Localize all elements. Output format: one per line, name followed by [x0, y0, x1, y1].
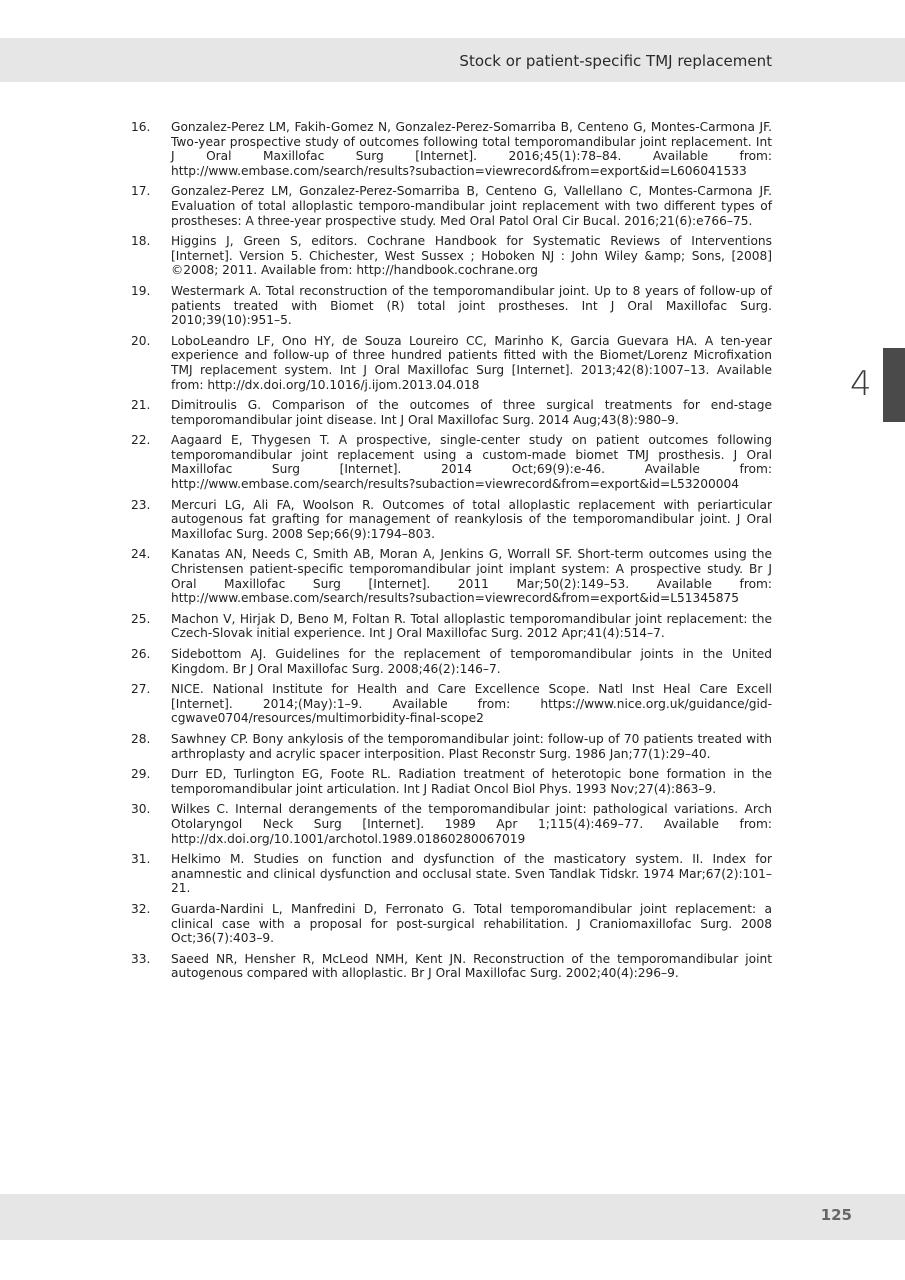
chapter-tab-marker — [883, 348, 905, 422]
reference-number: 17. — [131, 184, 151, 199]
reference-text: Sawhney CP. Bony ankylosis of the temporomandibular joint: follow-up of 70 patients treated with arthroplasty and acrylic spacer interposition. Plast Reconstr Surg. 1986 Jan;77(1):29–40. — [171, 731, 772, 761]
reference-item — [131, 547, 772, 605]
reference-text: Machon V, Hirjak D, Beno M, Foltan R. Total alloplastic temporomandibular joint replacement: the Czech-Slovak initial experience. Int J Oral Maxillofac Surg. 2012 Apr;41(4):514–7. — [171, 611, 772, 641]
reference-text: Westermark A. Total reconstruction of the temporomandibular joint. Up to 8 years of follow-up of patients treated with Biomet (R) total joint prostheses. Int J Oral Maxillofac Surg. 2010;39(10):951–5. — [171, 283, 772, 328]
reference-item — [131, 802, 772, 846]
running-header — [0, 38, 905, 82]
reference-text: Gonzalez-Perez LM, Gonzalez-Perez-Somarriba B, Centeno G, Vallellano C, Montes-Carmona JF. Evaluation of total alloplastic temporo-mandibular joint replacement with two different types of prostheses: A three-year prospective study. Med Oral Patol Oral Cir Bucal. 2016;21(6):e766–75. — [171, 184, 772, 228]
reference-number: 24. — [131, 547, 151, 562]
reference-item — [131, 334, 772, 392]
reference-number: 28. — [131, 731, 151, 746]
reference-text: Aagaard E, Thygesen T. A prospective, single-center study on patient outcomes following temporomandibular joint replacement using a custom-made biomet TMJ prosthesis. J Oral Maxillofac Surg [Internet]. 2014 Oct;69(9):e-46. Available from: http://www.embase.com/search/results?subaction=viewrecord&from=export&id=L53200004 — [171, 433, 772, 492]
reference-text: Higgins J, Green S, editors. Cochrane Handbook for Systematic Reviews of Interventions [Internet]. Version 5. Chichester, West Sussex ; Hoboken NJ : John Wiley &amp; Sons, [2008] ©2008; 2011. Available from: http://handbook.cochrane.org — [171, 234, 772, 278]
reference-item — [131, 767, 772, 796]
reference-text: Sidebottom AJ. Guidelines for the replacement of temporomandibular joints in the United Kingdom. Br J Oral Maxillofac Surg. 2008;46(2):146–7. — [171, 647, 772, 676]
reference-item — [131, 398, 772, 427]
reference-number: 20. — [131, 333, 151, 348]
reference-text: Guarda-Nardini L, Manfredini D, Ferronato G. Total temporomandibular joint replacement: a clinical case with a proposal for post-surgical rehabilitation. J Craniomaxillofac Surg. 2008 Oct;36(7):403–9. — [171, 901, 772, 946]
page-footer — [0, 1194, 905, 1240]
reference-number: 19. — [131, 283, 151, 298]
reference-item — [131, 184, 772, 228]
reference-number: 33. — [131, 951, 151, 966]
reference-number: 25. — [131, 611, 151, 626]
reference-item — [131, 120, 772, 178]
reference-text: Gonzalez-Perez LM, Fakih-Gomez N, Gonzalez-Perez-Somarriba B, Centeno G, Montes-Carmona JF. Two-year prospective study of outcomes following total temporomandibular joint replacement. Int J Oral Maxillofac Surg [Internet]. 2016;45(1):78–84. Available from: http://www.embase.com/search/results?subaction=viewrecord&from=export&id=L606041533 — [171, 120, 772, 178]
reference-text: Helkimo M. Studies on function and dysfunction of the masticatory system. II. Index for anamnestic and clinical dysfunction and occlusal state. Sven Tandlak Tidskr. 1974 Mar;67(2):101–21. — [171, 852, 772, 896]
reference-number: 26. — [131, 647, 151, 661]
reference-text: LoboLeandro LF, Ono HY, de Souza Loureiro CC, Marinho K, Garcia Guevara HA. A ten-year experience and follow-up of three hundred patients fitted with the Biomet/Lorenz Microfixation TMJ replacement system. Int J Oral Maxillofac Surg [Internet]. 2013;42(8):1007–13. Available from: http://dx.doi.org/10.1016/j.ijom.2013.04.018 — [171, 333, 772, 392]
reference-item — [131, 234, 772, 278]
reference-text: Dimitroulis G. Comparison of the outcomes of three surgical treatments for end-stage temporomandibular joint disease. Int J Oral Maxillofac Surg. 2014 Aug;43(8):980–9. — [171, 398, 772, 427]
reference-item — [131, 433, 772, 491]
reference-number: 22. — [131, 433, 151, 448]
reference-item — [131, 682, 772, 726]
reference-item — [131, 852, 772, 896]
running-title: Stock or patient-specific TMJ replacement — [459, 52, 772, 70]
reference-number: 30. — [131, 802, 151, 817]
reference-text: Durr ED, Turlington EG, Foote RL. Radiation treatment of heterotopic bone formation in the temporomandibular joint articulation. Int J Radiat Oncol Biol Phys. 1993 Nov;27(4):863–9. — [171, 767, 772, 796]
reference-number: 18. — [131, 234, 151, 249]
reference-list — [131, 120, 772, 987]
reference-number: 31. — [131, 852, 151, 867]
page-number: 125 — [820, 1206, 852, 1224]
reference-number: 32. — [131, 901, 151, 916]
reference-item — [131, 902, 772, 946]
reference-number: 23. — [131, 497, 151, 512]
reference-number: 27. — [131, 682, 151, 697]
reference-text: Wilkes C. Internal derangements of the temporomandibular joint: pathological variations. Arch Otolaryngol Neck Surg [Internet]. 1989 Apr 1;115(4):469–77. Available from: http://dx.doi.org/10.1001/archotol.1989.01860280067019 — [171, 802, 772, 846]
reference-item — [131, 612, 772, 641]
reference-number: 29. — [131, 767, 151, 782]
chapter-number: 4 — [850, 364, 872, 404]
reference-number: 16. — [131, 120, 151, 134]
reference-text: NICE. National Institute for Health and Care Excellence Scope. Natl Inst Heal Care Excell [Internet]. 2014;(May):1–9. Available from: https://www.nice.org.uk/guidance/gid-cgwave0704/resources/multimorbidity-final-scope2 — [171, 682, 772, 726]
reference-item — [131, 732, 772, 761]
reference-item — [131, 647, 772, 676]
reference-number: 21. — [131, 398, 151, 413]
reference-item — [131, 284, 772, 328]
reference-item — [131, 952, 772, 981]
reference-item — [131, 498, 772, 542]
reference-text: Saeed NR, Hensher R, McLeod NMH, Kent JN. Reconstruction of the temporomandibular joint autogenous compared with alloplastic. Br J Oral Maxillofac Surg. 2002;40(4):296–9. — [171, 951, 772, 981]
reference-text: Kanatas AN, Needs C, Smith AB, Moran A, Jenkins G, Worrall SF. Short-term outcomes using the Christensen patient-specific temporomandibular joint implant system: A prospective study. Br J Oral Maxillofac Surg [Internet]. 2011 Mar;50(2):149–53. Available from: http://www.embase.com/search/results?subaction=viewrecord&from=export&id=L51345875 — [171, 547, 772, 606]
reference-text: Mercuri LG, Ali FA, Woolson R. Outcomes of total alloplastic replacement with periarticular autogenous fat grafting for management of reankylosis of the temporomandibular joint. J Oral Maxillofac Surg. 2008 Sep;66(9):1794–803. — [171, 497, 772, 541]
